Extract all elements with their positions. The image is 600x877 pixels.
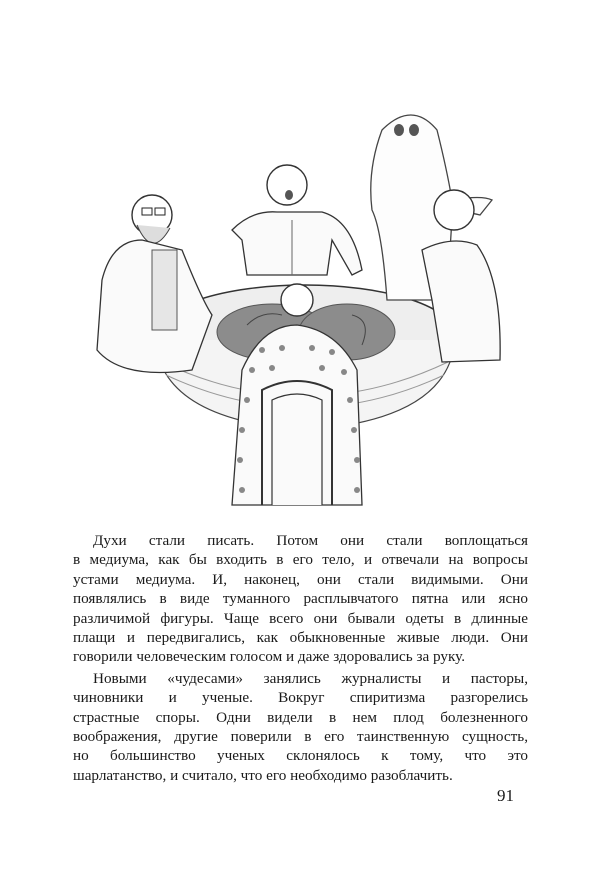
text-line: шарлатанство, и считало, что его необходимо разоблачить. [73, 766, 453, 784]
text-line: устами медиума. И, наконец, они стали видимыми. Они [73, 570, 528, 588]
seance-illustration [82, 100, 528, 510]
text-line: появлялись в виде туманного расплывчатого пятна или ясно [73, 590, 528, 608]
text-line: Духи стали писать. Потом они стали воплощаться [93, 532, 528, 549]
page-number: 91 [497, 786, 514, 805]
paragraph-1 [73, 531, 528, 667]
text-line: различимой фигуры. Чаще всего они бывали одеты в длинные [73, 609, 528, 627]
seance-drawing-icon [82, 100, 528, 510]
text-line: Новыми «чудесами» занялись журналисты и пасторы, [93, 669, 528, 687]
text-line: говорили человеческим голосом и даже здоровались за руку. [73, 648, 466, 666]
text-line: в медиума, как бы входить в его тело, и отвечали на вопросы [73, 551, 528, 569]
body-text [73, 531, 528, 785]
paragraph-2 [73, 669, 528, 785]
text-line: страстные споры. Одни видели в нем плод болезненного [73, 708, 528, 726]
text-line: воображения, другие поверили в его таинственную сущность, [73, 728, 528, 746]
text-line: чиновники и ученые. Вокруг спиритизма разгорелись [73, 689, 528, 707]
text-line: плащи и передвигались, как обыкновенные живые люди. Они [73, 629, 528, 647]
text-line: но большинство ученых склонялось к тому, что это [73, 747, 528, 765]
